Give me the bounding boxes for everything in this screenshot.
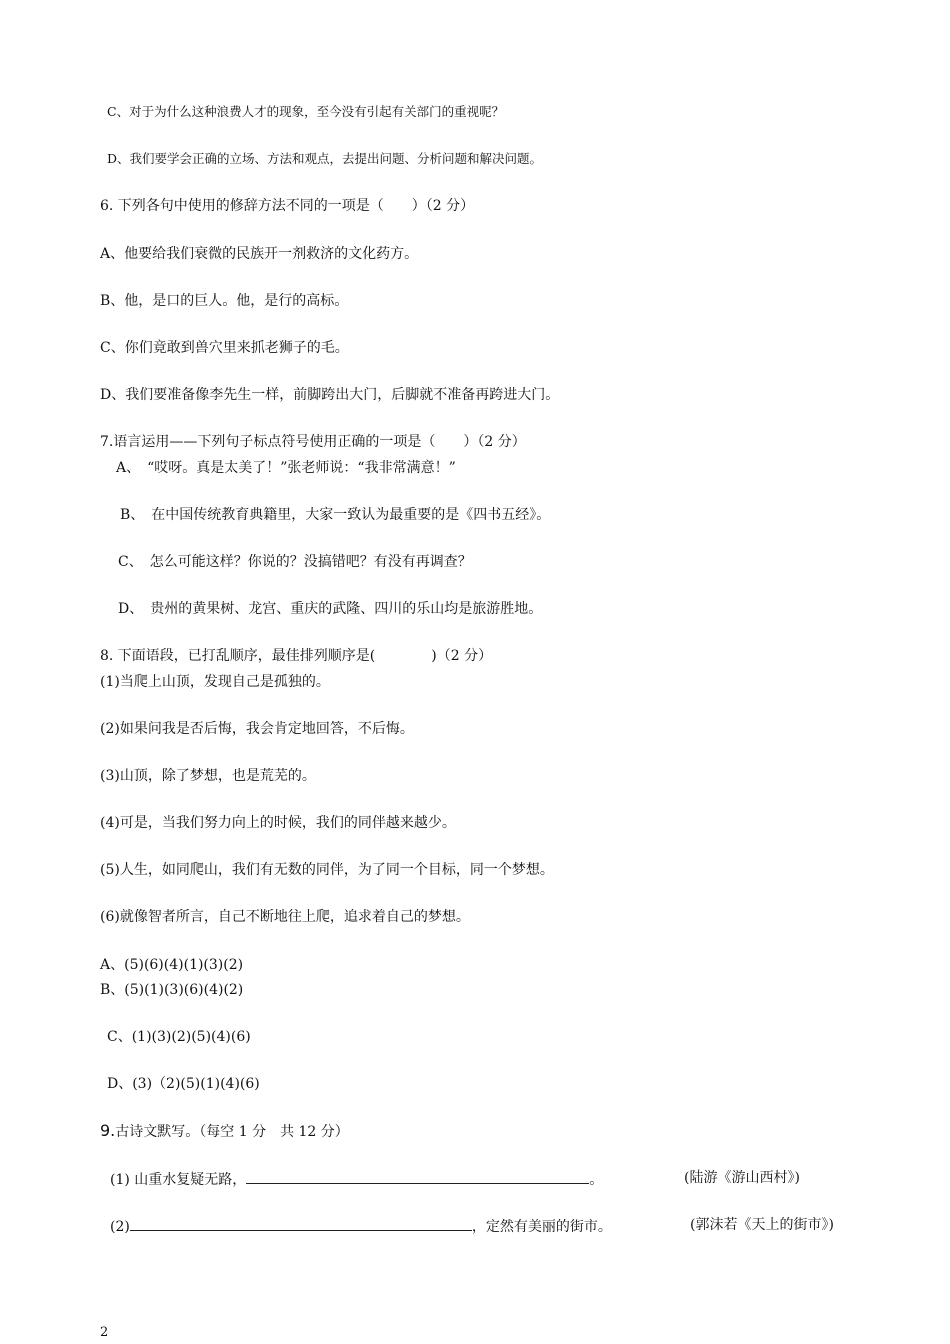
- q5-option-c: C、对于为什么这种浪费人才的现象，至今没有引起有关部门的重视呢？: [107, 104, 505, 119]
- q8-sentence-1: (1)当爬上山顶，发现自己是孤独的。: [100, 674, 330, 690]
- q8-stem: 8. 下面语段，已打乱顺序，最佳排列顺序是( )（2 分）: [100, 648, 493, 664]
- q9-item2-blank[interactable]: [130, 1216, 472, 1231]
- q9-item2-reference: (郭沫若《天上的街市》): [690, 1217, 834, 1233]
- q9-stem: [100, 1122, 349, 1141]
- q6-stem: 6. 下列各句中使用的修辞方法不同的一项是（ ）（2 分）: [100, 198, 475, 214]
- q5-option-d: D、我们要学会正确的立场、方法和观点，去提出问题、分析问题和解决问题。: [107, 151, 543, 166]
- page-number: 2: [100, 1325, 109, 1340]
- q9-item1-blank[interactable]: [246, 1169, 589, 1184]
- q9-item1-suffix: 。: [589, 1172, 604, 1188]
- q8-sentence-6: (6)就像智者所言，自己不断地往上爬，追求着自己的梦想。: [100, 909, 470, 925]
- q7-option-a: A、 “哎呀。真是太美了！”张老师说：“我非常满意！”: [116, 460, 456, 476]
- q8-sentence-3: (3)山顶，除了梦想，也是荒芜的。: [100, 768, 316, 784]
- q6-option-a: A、他要给我们衰微的民族开一剂救济的文化药方。: [100, 246, 419, 262]
- q8-option-c: C、(1)(3)(2)(5)(4)(6): [107, 1029, 251, 1045]
- q7-option-d: D、 贵州的黄果树、龙宫、重庆的武隆、四川的乐山均是旅游胜地。: [118, 601, 543, 617]
- q8-sentence-2: (2)如果问我是否后悔，我会肯定地回答，不后悔。: [100, 721, 414, 737]
- q6-option-c: C、你们竟敢到兽穴里来抓老狮子的毛。: [100, 340, 349, 356]
- q9-item2-suffix: ，定然有美丽的街市。: [471, 1219, 612, 1235]
- q8-option-d: D、(3)（2)(5)(1)(4)(6): [107, 1076, 260, 1092]
- q9-item2-prefix: (2): [110, 1219, 130, 1235]
- q8-sentence-4: (4)可是，当我们努力向上的时候，我们的同伴越来越少。: [100, 815, 456, 831]
- q8-option-b: B、(5)(1)(3)(6)(4)(2): [100, 982, 244, 998]
- q7-stem: 7.语言运用——下列句子标点符号使用正确的一项是（ ）（2 分）: [100, 434, 526, 450]
- q9-item-1: [110, 1169, 603, 1189]
- q6-option-b: B、他，是口的巨人。他，是行的高标。: [100, 293, 349, 309]
- q9-item1-prefix: (1) 山重水复疑无路，: [110, 1172, 247, 1188]
- q7-option-c: C、 怎么可能这样？你说的？没搞错吧？有没有再调查？: [118, 554, 472, 570]
- q6-option-d: D、我们要准备像李先生一样，前脚跨出大门，后脚就不准备再跨进大门。: [100, 387, 560, 403]
- q9-item1-reference: (陆游《游山西村》): [684, 1170, 800, 1186]
- q9-item-2: [110, 1216, 612, 1236]
- q9-stem-text: 古诗文默写。（每空 1 分 共 12 分）: [115, 1124, 349, 1140]
- q8-sentence-5: (5)人生，如同爬山，我们有无数的同伴，为了同一个目标，同一个梦想。: [100, 862, 554, 878]
- q7-option-b: B、 在中国传统教育典籍里，大家一致认为最重要的是《四书五经》。: [120, 507, 551, 523]
- q8-option-a: A、(5)(6)(4)(1)(3)(2): [100, 957, 244, 973]
- q9-number: 9.: [100, 1121, 116, 1140]
